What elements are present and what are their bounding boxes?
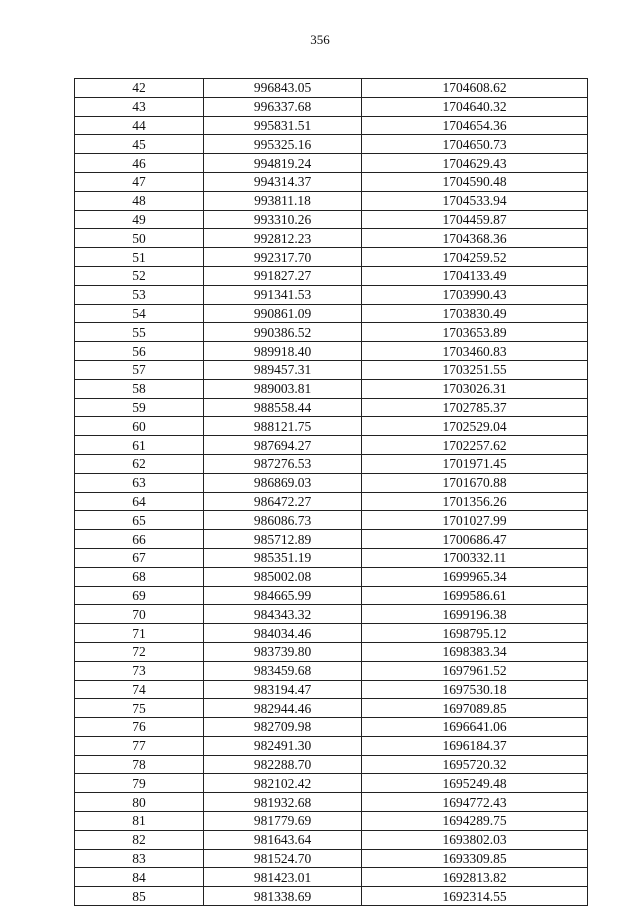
- point-number-cell: 69: [75, 586, 204, 605]
- x-coordinate-cell: 983739.80: [204, 642, 362, 661]
- x-coordinate-cell: 982709.98: [204, 718, 362, 737]
- table-row: [75, 680, 588, 699]
- table-row: [75, 417, 588, 436]
- point-number-cell: 47: [75, 172, 204, 191]
- y-coordinate-cell: 1693309.85: [362, 849, 588, 868]
- y-coordinate-cell: 1700332.11: [362, 548, 588, 567]
- y-coordinate-cell: 1699965.34: [362, 567, 588, 586]
- y-coordinate-cell: 1704654.36: [362, 116, 588, 135]
- table-row: [75, 624, 588, 643]
- point-number-cell: 62: [75, 454, 204, 473]
- y-coordinate-cell: 1703990.43: [362, 285, 588, 304]
- y-coordinate-cell: 1704640.32: [362, 97, 588, 116]
- x-coordinate-cell: 981779.69: [204, 812, 362, 831]
- table-row: [75, 492, 588, 511]
- table-row: [75, 567, 588, 586]
- y-coordinate-cell: 1695249.48: [362, 774, 588, 793]
- point-number-cell: 82: [75, 830, 204, 849]
- x-coordinate-cell: 982944.46: [204, 699, 362, 718]
- point-number-cell: 67: [75, 548, 204, 567]
- y-coordinate-cell: 1694289.75: [362, 812, 588, 831]
- table-row: [75, 887, 588, 906]
- y-coordinate-cell: 1699586.61: [362, 586, 588, 605]
- point-number-cell: 81: [75, 812, 204, 831]
- y-coordinate-cell: 1701027.99: [362, 511, 588, 530]
- table-row: [75, 360, 588, 379]
- y-coordinate-cell: 1704368.36: [362, 229, 588, 248]
- y-coordinate-cell: 1694772.43: [362, 793, 588, 812]
- y-coordinate-cell: 1703830.49: [362, 304, 588, 323]
- y-coordinate-cell: 1692813.82: [362, 868, 588, 887]
- point-number-cell: 80: [75, 793, 204, 812]
- x-coordinate-cell: 995831.51: [204, 116, 362, 135]
- y-coordinate-cell: 1702529.04: [362, 417, 588, 436]
- y-coordinate-cell: 1697530.18: [362, 680, 588, 699]
- y-coordinate-cell: 1696641.06: [362, 718, 588, 737]
- point-number-cell: 77: [75, 736, 204, 755]
- point-number-cell: 51: [75, 248, 204, 267]
- table-row: [75, 661, 588, 680]
- coordinate-table: [74, 78, 588, 906]
- table-row: [75, 548, 588, 567]
- y-coordinate-cell: 1704259.52: [362, 248, 588, 267]
- table-row: [75, 718, 588, 737]
- table-row: [75, 868, 588, 887]
- x-coordinate-cell: 989003.81: [204, 379, 362, 398]
- y-coordinate-cell: 1692314.55: [362, 887, 588, 906]
- y-coordinate-cell: 1704133.49: [362, 266, 588, 285]
- table-row: [75, 229, 588, 248]
- x-coordinate-cell: 992317.70: [204, 248, 362, 267]
- x-coordinate-cell: 994819.24: [204, 154, 362, 173]
- table-row: [75, 172, 588, 191]
- table-row: [75, 774, 588, 793]
- point-number-cell: 50: [75, 229, 204, 248]
- x-coordinate-cell: 986472.27: [204, 492, 362, 511]
- x-coordinate-cell: 996843.05: [204, 79, 362, 98]
- x-coordinate-cell: 981338.69: [204, 887, 362, 906]
- y-coordinate-cell: 1704590.48: [362, 172, 588, 191]
- point-number-cell: 84: [75, 868, 204, 887]
- x-coordinate-cell: 987694.27: [204, 436, 362, 455]
- point-number-cell: 53: [75, 285, 204, 304]
- x-coordinate-cell: 989918.40: [204, 342, 362, 361]
- point-number-cell: 85: [75, 887, 204, 906]
- point-number-cell: 70: [75, 605, 204, 624]
- table-row: [75, 97, 588, 116]
- y-coordinate-cell: 1703026.31: [362, 379, 588, 398]
- y-coordinate-cell: 1698795.12: [362, 624, 588, 643]
- x-coordinate-cell: 983459.68: [204, 661, 362, 680]
- point-number-cell: 72: [75, 642, 204, 661]
- y-coordinate-cell: 1702257.62: [362, 436, 588, 455]
- x-coordinate-cell: 985002.08: [204, 567, 362, 586]
- x-coordinate-cell: 995325.16: [204, 135, 362, 154]
- y-coordinate-cell: 1698383.34: [362, 642, 588, 661]
- x-coordinate-cell: 981643.64: [204, 830, 362, 849]
- point-number-cell: 76: [75, 718, 204, 737]
- y-coordinate-cell: 1703251.55: [362, 360, 588, 379]
- point-number-cell: 66: [75, 530, 204, 549]
- y-coordinate-cell: 1703460.83: [362, 342, 588, 361]
- table-row: [75, 342, 588, 361]
- point-number-cell: 55: [75, 323, 204, 342]
- table-row: [75, 830, 588, 849]
- point-number-cell: 64: [75, 492, 204, 511]
- point-number-cell: 59: [75, 398, 204, 417]
- table-row: [75, 210, 588, 229]
- x-coordinate-cell: 984343.32: [204, 605, 362, 624]
- table-row: [75, 379, 588, 398]
- x-coordinate-cell: 984665.99: [204, 586, 362, 605]
- table-row: [75, 511, 588, 530]
- y-coordinate-cell: 1699196.38: [362, 605, 588, 624]
- y-coordinate-cell: 1695720.32: [362, 755, 588, 774]
- table-row: [75, 530, 588, 549]
- table-row: [75, 736, 588, 755]
- x-coordinate-cell: 988558.44: [204, 398, 362, 417]
- point-number-cell: 60: [75, 417, 204, 436]
- table-row: [75, 436, 588, 455]
- x-coordinate-cell: 991341.53: [204, 285, 362, 304]
- table-row: [75, 642, 588, 661]
- x-coordinate-cell: 981524.70: [204, 849, 362, 868]
- x-coordinate-cell: 983194.47: [204, 680, 362, 699]
- table-row: [75, 398, 588, 417]
- table-row: [75, 793, 588, 812]
- y-coordinate-cell: 1702785.37: [362, 398, 588, 417]
- x-coordinate-cell: 990386.52: [204, 323, 362, 342]
- x-coordinate-cell: 982102.42: [204, 774, 362, 793]
- y-coordinate-cell: 1704533.94: [362, 191, 588, 210]
- point-number-cell: 43: [75, 97, 204, 116]
- point-number-cell: 75: [75, 699, 204, 718]
- x-coordinate-cell: 996337.68: [204, 97, 362, 116]
- point-number-cell: 57: [75, 360, 204, 379]
- x-coordinate-cell: 985351.19: [204, 548, 362, 567]
- x-coordinate-cell: 991827.27: [204, 266, 362, 285]
- table-row: [75, 154, 588, 173]
- x-coordinate-cell: 986086.73: [204, 511, 362, 530]
- table-row: [75, 586, 588, 605]
- point-number-cell: 63: [75, 473, 204, 492]
- point-number-cell: 58: [75, 379, 204, 398]
- y-coordinate-cell: 1701356.26: [362, 492, 588, 511]
- y-coordinate-cell: 1704608.62: [362, 79, 588, 98]
- point-number-cell: 49: [75, 210, 204, 229]
- table-row: [75, 849, 588, 868]
- table-row: [75, 699, 588, 718]
- table-row: [75, 285, 588, 304]
- y-coordinate-cell: 1704459.87: [362, 210, 588, 229]
- page-number: 356: [310, 32, 330, 47]
- x-coordinate-cell: 982288.70: [204, 755, 362, 774]
- table-row: [75, 304, 588, 323]
- coordinate-table-body: [75, 79, 588, 906]
- point-number-cell: 52: [75, 266, 204, 285]
- table-row: [75, 473, 588, 492]
- point-number-cell: 48: [75, 191, 204, 210]
- table-row: [75, 605, 588, 624]
- point-number-cell: 45: [75, 135, 204, 154]
- table-row: [75, 323, 588, 342]
- x-coordinate-cell: 994314.37: [204, 172, 362, 191]
- y-coordinate-cell: 1704650.73: [362, 135, 588, 154]
- table-row: [75, 812, 588, 831]
- point-number-cell: 83: [75, 849, 204, 868]
- x-coordinate-cell: 984034.46: [204, 624, 362, 643]
- point-number-cell: 54: [75, 304, 204, 323]
- table-row: [75, 135, 588, 154]
- point-number-cell: 71: [75, 624, 204, 643]
- point-number-cell: 65: [75, 511, 204, 530]
- x-coordinate-cell: 981423.01: [204, 868, 362, 887]
- y-coordinate-cell: 1701670.88: [362, 473, 588, 492]
- y-coordinate-cell: 1701971.45: [362, 454, 588, 473]
- y-coordinate-cell: 1693802.03: [362, 830, 588, 849]
- x-coordinate-cell: 982491.30: [204, 736, 362, 755]
- x-coordinate-cell: 990861.09: [204, 304, 362, 323]
- x-coordinate-cell: 992812.23: [204, 229, 362, 248]
- table-row: [75, 79, 588, 98]
- point-number-cell: 61: [75, 436, 204, 455]
- y-coordinate-cell: 1697089.85: [362, 699, 588, 718]
- y-coordinate-cell: 1700686.47: [362, 530, 588, 549]
- table-row: [75, 454, 588, 473]
- point-number-cell: 79: [75, 774, 204, 793]
- x-coordinate-cell: 986869.03: [204, 473, 362, 492]
- x-coordinate-cell: 989457.31: [204, 360, 362, 379]
- x-coordinate-cell: 993811.18: [204, 191, 362, 210]
- table-row: [75, 266, 588, 285]
- y-coordinate-cell: 1696184.37: [362, 736, 588, 755]
- point-number-cell: 68: [75, 567, 204, 586]
- x-coordinate-cell: 987276.53: [204, 454, 362, 473]
- point-number-cell: 74: [75, 680, 204, 699]
- table-row: [75, 116, 588, 135]
- point-number-cell: 42: [75, 79, 204, 98]
- point-number-cell: 56: [75, 342, 204, 361]
- table-row: [75, 191, 588, 210]
- x-coordinate-cell: 981932.68: [204, 793, 362, 812]
- table-row: [75, 755, 588, 774]
- x-coordinate-cell: 985712.89: [204, 530, 362, 549]
- point-number-cell: 44: [75, 116, 204, 135]
- y-coordinate-cell: 1703653.89: [362, 323, 588, 342]
- y-coordinate-cell: 1697961.52: [362, 661, 588, 680]
- y-coordinate-cell: 1704629.43: [362, 154, 588, 173]
- x-coordinate-cell: 988121.75: [204, 417, 362, 436]
- point-number-cell: 73: [75, 661, 204, 680]
- table-row: [75, 248, 588, 267]
- point-number-cell: 46: [75, 154, 204, 173]
- x-coordinate-cell: 993310.26: [204, 210, 362, 229]
- point-number-cell: 78: [75, 755, 204, 774]
